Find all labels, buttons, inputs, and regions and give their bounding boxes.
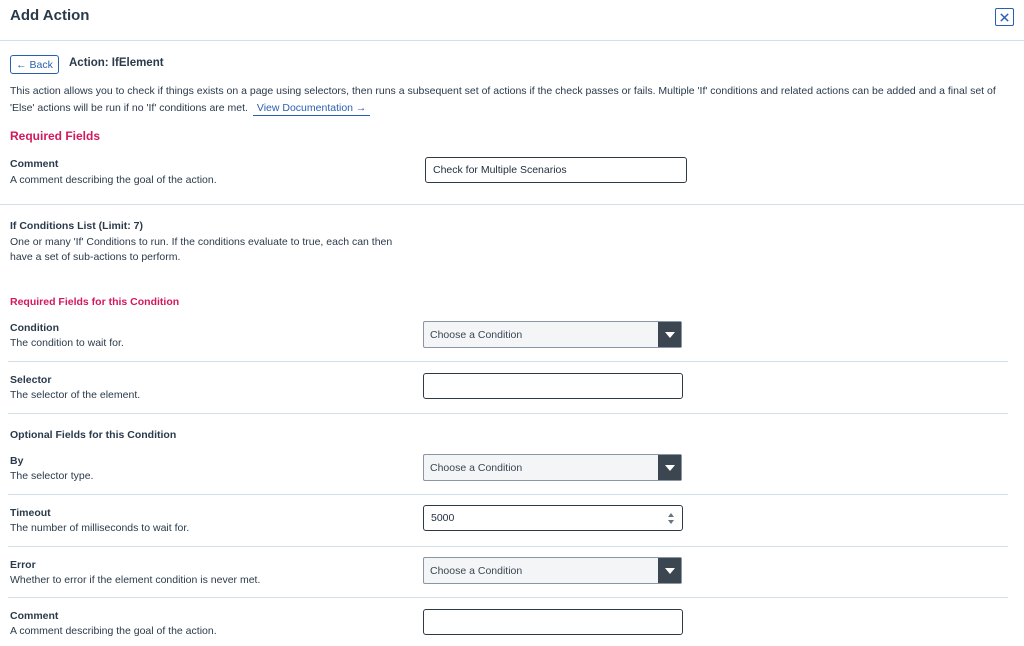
- error-select[interactable]: [423, 557, 682, 584]
- required-fields-heading: Required Fields: [10, 129, 101, 143]
- comment-help: A comment describing the goal of the action.: [10, 174, 217, 186]
- close-icon: [999, 12, 1010, 23]
- if-conditions-label: If Conditions List (Limit: 7): [10, 220, 143, 232]
- divider: [8, 494, 1008, 495]
- modal-title: Add Action: [10, 7, 90, 24]
- divider: [8, 413, 1008, 414]
- comment-input-value: Check for Multiple Scenarios: [433, 164, 567, 176]
- by-help: The selector type.: [10, 470, 94, 482]
- divider: [0, 204, 1024, 205]
- selector-label: Selector: [10, 374, 52, 386]
- by-select[interactable]: [423, 454, 682, 481]
- number-stepper-icon[interactable]: [668, 513, 674, 524]
- condition-required-heading: Required Fields for this Condition: [10, 296, 180, 308]
- divider: [8, 546, 1008, 547]
- modal-header: [0, 0, 1024, 41]
- description-text: This action allows you to check if things exists on a page using selectors, then runs a subsequent set of actions if the check passes or fails. Multiple 'If' conditions and related actions can be added and a final set of 'Else' actions will be run if no 'If' conditions are met.: [10, 85, 996, 114]
- error-label: Error: [10, 559, 36, 571]
- optional-comment-input[interactable]: [423, 609, 683, 635]
- by-label: By: [10, 455, 24, 467]
- close-button[interactable]: [995, 8, 1014, 26]
- timeout-input-value: 5000: [431, 512, 455, 524]
- condition-label: Condition: [10, 322, 59, 334]
- condition-select[interactable]: [423, 321, 682, 348]
- action-description: [10, 83, 1015, 117]
- optional-comment-label: Comment: [10, 610, 59, 622]
- timeout-input[interactable]: [423, 505, 683, 531]
- divider: [8, 361, 1008, 362]
- condition-help: The condition to wait for.: [10, 337, 124, 349]
- timeout-help: The number of milliseconds to wait for.: [10, 522, 190, 534]
- error-select-value: Choose a Condition: [430, 564, 523, 577]
- selector-help: The selector of the element.: [10, 389, 141, 401]
- condition-optional-heading: Optional Fields for this Condition: [10, 429, 177, 441]
- chevron-down-icon: [658, 558, 681, 583]
- error-help: Whether to error if the element condition is never met.: [10, 574, 261, 586]
- timeout-label: Timeout: [10, 507, 51, 519]
- chevron-down-icon: [658, 455, 681, 480]
- optional-comment-help: A comment describing the goal of the action.: [10, 625, 217, 637]
- if-conditions-help: One or many 'If' Conditions to run. If the conditions evaluate to true, each can then have a set of sub-actions to perform.: [10, 236, 393, 263]
- divider: [8, 597, 1008, 598]
- condition-select-value: Choose a Condition: [430, 328, 523, 341]
- by-select-value: Choose a Condition: [430, 461, 523, 474]
- selector-input[interactable]: [423, 373, 683, 399]
- comment-label: Comment: [10, 158, 59, 170]
- action-title: Action: IfElement: [69, 57, 164, 69]
- chevron-down-icon: [658, 322, 681, 347]
- view-documentation-link[interactable]: View Documentation →: [253, 102, 371, 116]
- comment-input[interactable]: [425, 157, 687, 183]
- back-button[interactable]: [10, 55, 59, 74]
- back-button-label: ← Back: [16, 58, 53, 71]
